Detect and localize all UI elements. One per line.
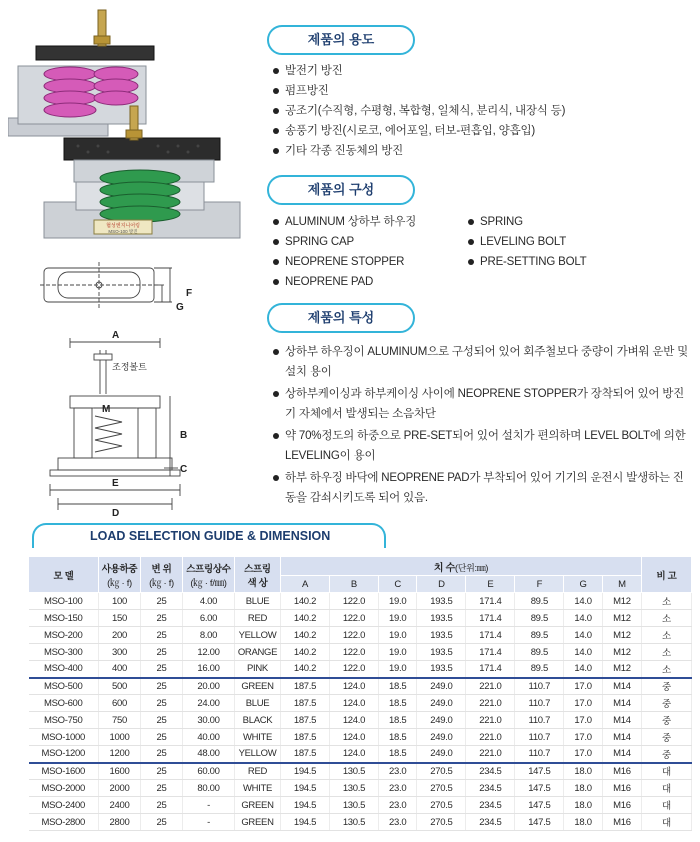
table-cell: 대 (642, 797, 692, 814)
table-cell: M16 (602, 814, 641, 831)
table-row (29, 695, 692, 712)
dim-label-d: D (112, 508, 120, 518)
table-cell: 25 (141, 644, 183, 661)
list-item: NEOPRENE PAD (273, 272, 416, 292)
table-cell: 249.0 (417, 678, 466, 695)
table-cell: 130.5 (329, 763, 378, 780)
table-cell: 2000 (99, 780, 141, 797)
table-cell: 194.5 (281, 780, 330, 797)
table-cell: 193.5 (417, 610, 466, 627)
uses-list (273, 61, 565, 161)
table-cell: 89.5 (515, 661, 564, 678)
table-cell: M14 (602, 712, 641, 729)
table-cell: 249.0 (417, 695, 466, 712)
table-cell: 14.0 (564, 644, 602, 661)
dim-label-e: E (112, 478, 119, 489)
list-item: 펌프방진 (273, 81, 565, 101)
table-cell: 600 (99, 695, 141, 712)
table-cell: 187.5 (281, 712, 330, 729)
table-cell: 124.0 (329, 695, 378, 712)
table-cell: 30.00 (183, 712, 235, 729)
col-header-disp-text: 변 위 (151, 563, 172, 575)
col-header-d: D (417, 576, 466, 593)
table-cell: 소 (642, 593, 692, 610)
table-cell: 17.0 (564, 729, 602, 746)
table-cell: M12 (602, 644, 641, 661)
table-cell: 중 (642, 695, 692, 712)
table-cell: 대 (642, 763, 692, 780)
col-header-model-text: 모 델 (53, 570, 74, 582)
col-header-load-text: 사용하중 (101, 563, 138, 575)
table-cell: 122.0 (329, 627, 378, 644)
table-cell: 1600 (99, 763, 141, 780)
table-cell: 110.7 (515, 678, 564, 695)
col-header-g: G (564, 576, 602, 593)
table-cell: 14.0 (564, 610, 602, 627)
table-cell: 140.2 (281, 627, 330, 644)
table-cell: 130.5 (329, 780, 378, 797)
table-cell: 25 (141, 695, 183, 712)
table-cell: BLUE (235, 695, 281, 712)
nameplate-text-1: 협성엔지니어링 (106, 223, 140, 229)
table-cell: 1000 (99, 729, 141, 746)
table-cell: 500 (99, 678, 141, 695)
list-item: 상하부케이싱과 하부케이싱 사이에 NEOPRENE STOPPER가 장착되어 있어 방진기 자체에서 발생되는 소음차단 (273, 384, 693, 424)
table-cell: 171.4 (466, 661, 515, 678)
table-cell: 270.5 (417, 780, 466, 797)
dim-label-a: A (112, 330, 120, 341)
dim-label-c: C (180, 464, 188, 475)
leveling-bolt-label: 조정볼트 (112, 362, 147, 372)
table-cell: 14.0 (564, 661, 602, 678)
table-cell: 중 (642, 746, 692, 763)
table-cell: 중 (642, 678, 692, 695)
table-cell: - (183, 814, 235, 831)
table-cell: MSO-300 (29, 644, 99, 661)
table-cell: 89.5 (515, 610, 564, 627)
table-cell: 89.5 (515, 644, 564, 661)
table-cell: GREEN (235, 678, 281, 695)
table-cell: 270.5 (417, 797, 466, 814)
col-header-disp-unit: (㎏ · f) (149, 577, 174, 589)
table-cell: 234.5 (466, 797, 515, 814)
col-header-e: E (466, 576, 515, 593)
table-cell: 122.0 (329, 661, 378, 678)
table-cell: 80.00 (183, 780, 235, 797)
spec-table (28, 556, 692, 831)
list-item: 하부 하우징 바닥에 NEOPRENE PAD가 부착되어 있어 기기의 운전시 발생하는 진동을 감쇠시키도록 되어 있음. (273, 468, 693, 508)
dim-label-f: F (186, 288, 193, 299)
table-cell: 187.5 (281, 729, 330, 746)
table-row (29, 780, 692, 797)
table-cell: 194.5 (281, 797, 330, 814)
col-header-load-unit: (㎏ · f) (107, 577, 132, 589)
table-cell: MSO-2400 (29, 797, 99, 814)
table-cell: 25 (141, 763, 183, 780)
table-cell: MSO-750 (29, 712, 99, 729)
list-item: PRE-SETTING BOLT (468, 252, 587, 272)
table-cell: 2400 (99, 797, 141, 814)
table-cell: M12 (602, 627, 641, 644)
table-cell: 20.00 (183, 678, 235, 695)
table-cell: 110.7 (515, 712, 564, 729)
dim-label-g: G (176, 302, 184, 313)
table-cell: 25 (141, 797, 183, 814)
table-cell: RED (235, 763, 281, 780)
col-header-load (99, 557, 141, 593)
table-cell: 4.00 (183, 593, 235, 610)
table-cell: 19.0 (378, 644, 416, 661)
table-cell: 중 (642, 712, 692, 729)
list-item: 상하부 하우징이 ALUMINUM으로 구성되어 있어 회주철보다 중량이 가벼워 운반 및 설치 용이 (273, 342, 693, 382)
table-cell: 171.4 (466, 644, 515, 661)
table-cell: MSO-600 (29, 695, 99, 712)
table-cell: 대 (642, 814, 692, 831)
table-cell: 249.0 (417, 729, 466, 746)
col-header-dims (281, 557, 642, 576)
table-cell: 249.0 (417, 712, 466, 729)
table-cell: 25 (141, 678, 183, 695)
list-item: 송풍기 방진(시로코, 에어포일, 터보-편흡입, 양흡입) (273, 121, 565, 141)
table-cell: RED (235, 610, 281, 627)
table-cell: 중 (642, 729, 692, 746)
table-cell: 19.0 (378, 593, 416, 610)
table-cell: 140.2 (281, 610, 330, 627)
table-cell: 14.0 (564, 593, 602, 610)
features-heading: 제품의 특성 (267, 303, 415, 333)
table-cell: 18.5 (378, 678, 416, 695)
table-cell: 193.5 (417, 593, 466, 610)
table-cell: 25 (141, 593, 183, 610)
table-cell: - (183, 797, 235, 814)
table-cell: 14.0 (564, 627, 602, 644)
list-item: SPRING CAP (273, 232, 416, 252)
col-header-model (29, 557, 99, 593)
table-cell: 소 (642, 610, 692, 627)
nameplate-text-2: MSO-100 방진 (108, 229, 138, 234)
table-cell: M12 (602, 610, 641, 627)
table-cell: 171.4 (466, 593, 515, 610)
table-cell: M16 (602, 780, 641, 797)
table-cell: 17.0 (564, 678, 602, 695)
table-row (29, 678, 692, 695)
table-cell: M16 (602, 763, 641, 780)
table-row (29, 814, 692, 831)
table-cell: 221.0 (466, 678, 515, 695)
table-row (29, 746, 692, 763)
table-cell: 234.5 (466, 780, 515, 797)
table-cell: 147.5 (515, 814, 564, 831)
table-cell: 25 (141, 712, 183, 729)
table-cell: 110.7 (515, 695, 564, 712)
table-cell: 18.0 (564, 763, 602, 780)
spec-table-body (29, 593, 692, 831)
col-header-disp (141, 557, 183, 593)
col-header-dims-unit: (단위:㎜) (455, 562, 489, 573)
table-cell: 234.5 (466, 814, 515, 831)
col-header-m: M (602, 576, 641, 593)
table-cell: GREEN (235, 797, 281, 814)
table-cell: 124.0 (329, 678, 378, 695)
table-cell: 140.2 (281, 593, 330, 610)
table-cell: 193.5 (417, 644, 466, 661)
table-cell: 187.5 (281, 746, 330, 763)
table-cell: 124.0 (329, 712, 378, 729)
table-cell: 270.5 (417, 814, 466, 831)
table-cell: 16.00 (183, 661, 235, 678)
table-cell: 18.0 (564, 780, 602, 797)
table-row (29, 661, 692, 678)
table-cell: 150 (99, 610, 141, 627)
table-cell: M14 (602, 678, 641, 695)
table-cell: 17.0 (564, 746, 602, 763)
table-cell: 221.0 (466, 729, 515, 746)
list-item: LEVELING BOLT (468, 232, 587, 252)
table-cell: 249.0 (417, 746, 466, 763)
table-cell: 110.7 (515, 746, 564, 763)
composition-list-right (468, 212, 587, 272)
table-cell: 23.0 (378, 814, 416, 831)
table-cell: 23.0 (378, 797, 416, 814)
table-cell: 2800 (99, 814, 141, 831)
table-cell: 17.0 (564, 712, 602, 729)
dim-label-b: B (180, 430, 188, 441)
table-cell: 48.00 (183, 746, 235, 763)
dim-label-m: M (102, 404, 111, 415)
dimension-drawing (40, 258, 220, 518)
table-cell: 171.4 (466, 610, 515, 627)
col-header-dims-text: 치 수 (433, 562, 456, 574)
table-cell: YELLOW (235, 746, 281, 763)
table-cell: 6.00 (183, 610, 235, 627)
col-header-a: A (281, 576, 330, 593)
table-cell: 소 (642, 627, 692, 644)
list-item: 발전기 방진 (273, 61, 565, 81)
table-cell: 124.0 (329, 729, 378, 746)
table-cell: YELLOW (235, 627, 281, 644)
table-cell: MSO-2000 (29, 780, 99, 797)
table-cell: 140.2 (281, 644, 330, 661)
table-cell: M14 (602, 746, 641, 763)
product-photo (8, 6, 248, 246)
table-row (29, 644, 692, 661)
table-cell: 187.5 (281, 678, 330, 695)
composition-heading: 제품의 구성 (267, 175, 415, 205)
table-cell: 400 (99, 661, 141, 678)
table-cell: 140.2 (281, 661, 330, 678)
table-cell: 194.5 (281, 814, 330, 831)
table-cell: ORANGE (235, 644, 281, 661)
table-cell: 221.0 (466, 712, 515, 729)
table-cell: MSO-500 (29, 678, 99, 695)
table-cell: M16 (602, 797, 641, 814)
table-cell: 110.7 (515, 729, 564, 746)
table-cell: M12 (602, 593, 641, 610)
col-header-spring-const (183, 557, 235, 593)
table-cell: WHITE (235, 729, 281, 746)
table-cell: 147.5 (515, 763, 564, 780)
table-cell: 187.5 (281, 695, 330, 712)
table-cell: MSO-150 (29, 610, 99, 627)
col-header-b: B (329, 576, 378, 593)
table-cell: 18.5 (378, 695, 416, 712)
composition-list-left (273, 212, 416, 292)
list-item: SPRING (468, 212, 587, 232)
table-cell: 19.0 (378, 627, 416, 644)
table-row (29, 797, 692, 814)
table-cell: 18.0 (564, 797, 602, 814)
table-cell: 124.0 (329, 746, 378, 763)
features-list (273, 342, 693, 510)
table-cell: GREEN (235, 814, 281, 831)
table-row (29, 763, 692, 780)
table-cell: MSO-1000 (29, 729, 99, 746)
col-header-spring-const-unit: (㎏ · f/㎜) (190, 577, 227, 589)
table-cell: 200 (99, 627, 141, 644)
table-cell: 소 (642, 661, 692, 678)
table-cell: 194.5 (281, 763, 330, 780)
col-header-color-text-2: 색 상 (247, 577, 268, 589)
table-cell: 25 (141, 661, 183, 678)
list-item: 공조기(수직형, 수평형, 복합형, 일체식, 분리식, 내장식 등) (273, 101, 565, 121)
table-cell: MSO-200 (29, 627, 99, 644)
table-cell: 18.0 (564, 814, 602, 831)
table-cell: 12.00 (183, 644, 235, 661)
table-cell: 대 (642, 780, 692, 797)
table-cell: 24.00 (183, 695, 235, 712)
table-cell: 19.0 (378, 661, 416, 678)
table-cell: 300 (99, 644, 141, 661)
table-cell: 17.0 (564, 695, 602, 712)
uses-heading: 제품의 용도 (267, 25, 415, 55)
table-row (29, 610, 692, 627)
col-header-note-text: 비 고 (656, 570, 677, 582)
table-cell: 100 (99, 593, 141, 610)
table-cell: 193.5 (417, 661, 466, 678)
col-header-note (642, 557, 692, 593)
table-cell: MSO-1200 (29, 746, 99, 763)
table-cell: 122.0 (329, 644, 378, 661)
table-cell: 25 (141, 610, 183, 627)
table-cell: 8.00 (183, 627, 235, 644)
table-cell: WHITE (235, 780, 281, 797)
table-cell: 89.5 (515, 593, 564, 610)
list-item: 기타 각종 진동체의 방진 (273, 141, 565, 161)
table-cell: 25 (141, 780, 183, 797)
table-cell: 소 (642, 644, 692, 661)
table-cell: 193.5 (417, 627, 466, 644)
table-cell: 750 (99, 712, 141, 729)
table-cell: 25 (141, 746, 183, 763)
table-cell: 25 (141, 729, 183, 746)
table-cell: 19.0 (378, 610, 416, 627)
table-cell: 130.5 (329, 814, 378, 831)
table-row (29, 712, 692, 729)
col-header-f: F (515, 576, 564, 593)
table-cell: 130.5 (329, 797, 378, 814)
table-cell: 18.5 (378, 729, 416, 746)
table-cell: 23.0 (378, 763, 416, 780)
table-cell: M12 (602, 661, 641, 678)
table-cell: 221.0 (466, 695, 515, 712)
table-cell: BLACK (235, 712, 281, 729)
table-cell: 25 (141, 627, 183, 644)
list-item: NEOPRENE STOPPER (273, 252, 416, 272)
table-cell: 40.00 (183, 729, 235, 746)
table-row (29, 593, 692, 610)
table-cell: 270.5 (417, 763, 466, 780)
col-header-color (235, 557, 281, 593)
col-header-spring-const-text: 스프링상수 (186, 563, 231, 575)
plan-view (40, 262, 172, 308)
table-cell: 234.5 (466, 763, 515, 780)
table-row (29, 627, 692, 644)
table-cell: 25 (141, 814, 183, 831)
table-row (29, 729, 692, 746)
table-cell: 122.0 (329, 610, 378, 627)
table-cell: MSO-1600 (29, 763, 99, 780)
table-cell: M14 (602, 729, 641, 746)
table-cell: 147.5 (515, 780, 564, 797)
table-cell: 23.0 (378, 780, 416, 797)
col-header-color-text: 스프링 (244, 563, 271, 575)
table-cell: 60.00 (183, 763, 235, 780)
table-cell: 1200 (99, 746, 141, 763)
table-cell: 18.5 (378, 746, 416, 763)
guide-title: LOAD SELECTION GUIDE & DIMENSION (32, 523, 386, 548)
table-cell: MSO-400 (29, 661, 99, 678)
table-cell: 221.0 (466, 746, 515, 763)
list-item: ALUMINUM 상하부 하우징 (273, 212, 416, 232)
table-cell: 89.5 (515, 627, 564, 644)
table-cell: M14 (602, 695, 641, 712)
table-cell: 171.4 (466, 627, 515, 644)
table-cell: MSO-100 (29, 593, 99, 610)
table-cell: PINK (235, 661, 281, 678)
list-item: 약 70%정도의 하중으로 PRE-SET되어 있어 설치가 편의하며 LEVEL BOLT에 의한 LEVELING이 용이 (273, 426, 693, 466)
table-cell: 147.5 (515, 797, 564, 814)
table-cell: MSO-2800 (29, 814, 99, 831)
table-cell: 18.5 (378, 712, 416, 729)
table-cell: BLUE (235, 593, 281, 610)
table-cell: 122.0 (329, 593, 378, 610)
col-header-c: C (378, 576, 416, 593)
